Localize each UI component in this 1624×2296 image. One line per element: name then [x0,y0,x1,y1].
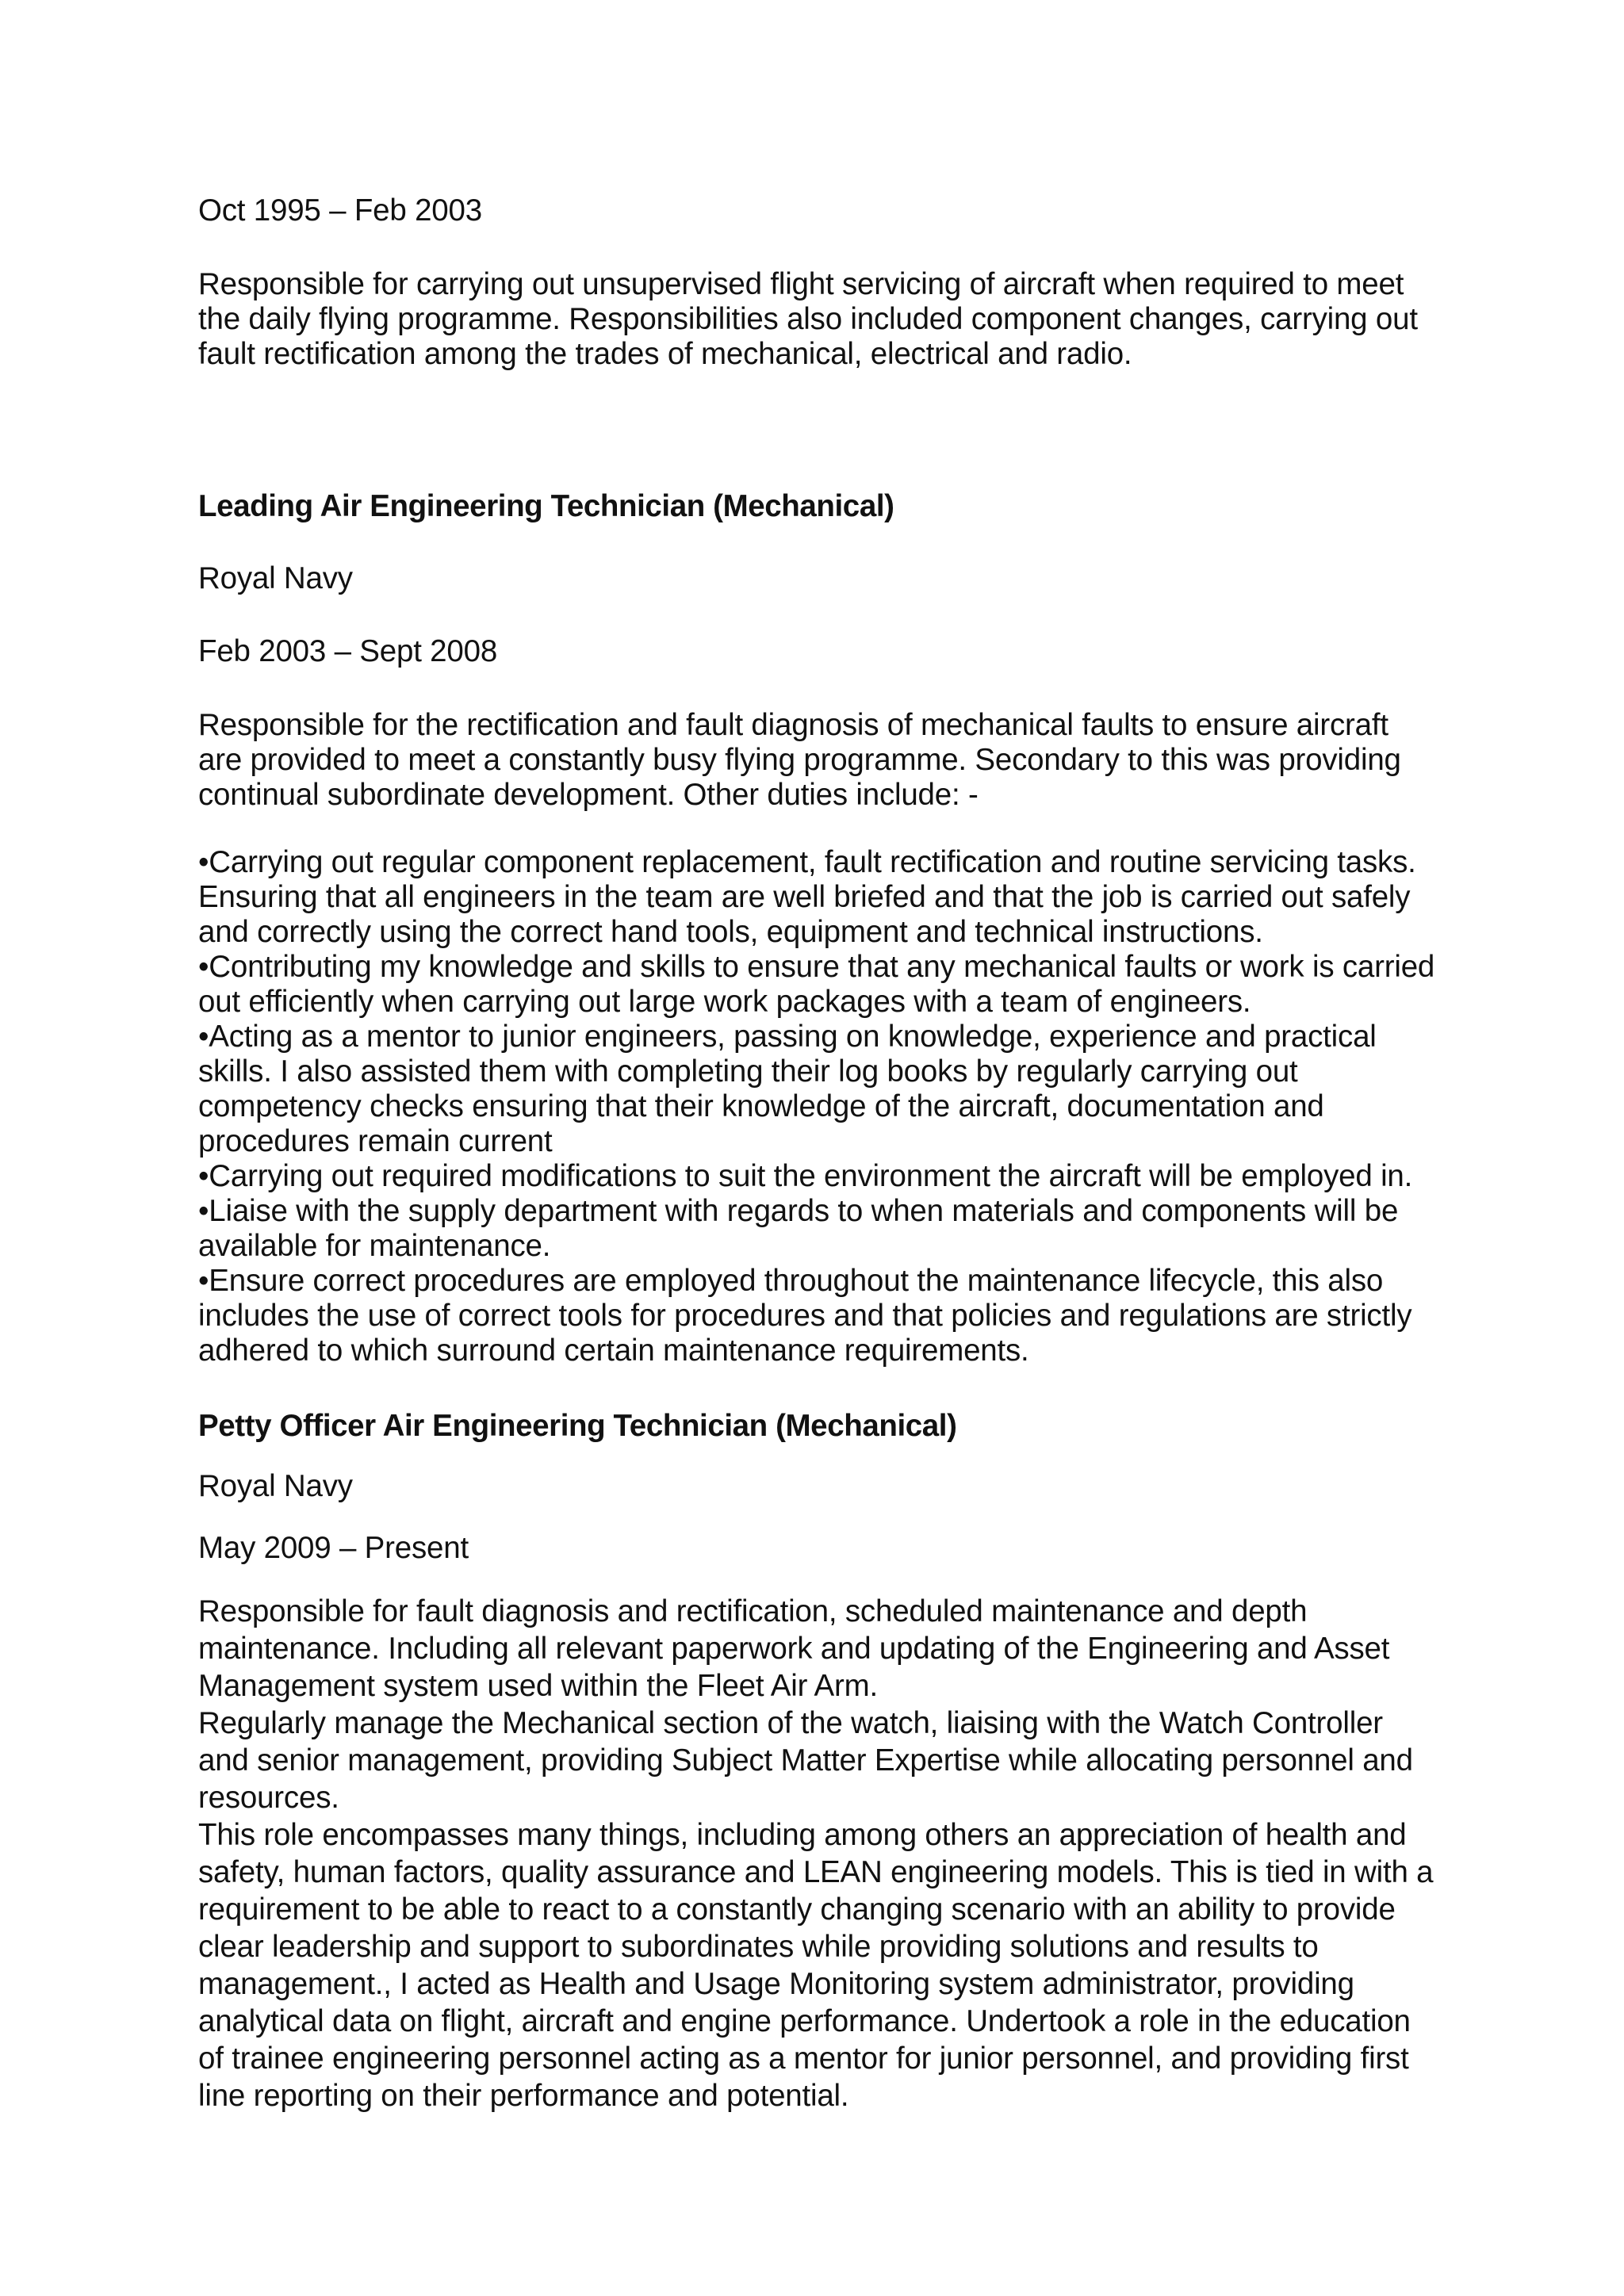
job-dates: Oct 1995 – Feb 2003 [198,193,482,228]
bullet-line: adhered to which surround certain maintenance requirements. [198,1334,1029,1368]
description-line: maintenance. Including all relevant paperwork and updating of the Engineering and Asset [198,1632,1390,1666]
description-line: Responsible for carrying out unsupervised flight servicing of aircraft when required to meet [198,267,1404,301]
bullet-line: •Acting as a mentor to junior engineers, passing on knowledge, experience and practical [198,1020,1377,1054]
bullet-line: available for maintenance. [198,1229,551,1263]
description-line: Management system used within the Fleet Air Arm. [198,1669,879,1703]
job-title: Leading Air Engineering Technician (Mechanical) [198,489,894,523]
description-line: Regularly manage the Mechanical section of the watch, liaising with the Watch Controller [198,1706,1383,1740]
bullet-line: •Carrying out regular component replacement, fault rectification and routine servicing tasks. [198,845,1416,879]
description-line: This role encompasses many things, including among others an appreciation of health and [198,1818,1407,1852]
job-title: Petty Officer Air Engineering Technician (Mechanical) [198,1409,957,1443]
job-description [198,1593,1433,2114]
description-line: safety, human factors, quality assurance and LEAN engineering models. This is tied in with a [198,1855,1434,1889]
description-line: the daily flying programme. Responsibilities also included component changes, carrying out [198,302,1418,336]
job-dates: May 2009 – Present [198,1531,469,1565]
job-description [198,708,1401,813]
description-line: clear leadership and support to subordinates while providing solutions and results to [198,1930,1319,1964]
job-description [198,267,1418,372]
description-line: continual subordinate development. Other duties include: - [198,778,979,812]
description-line: of trainee engineering personnel acting as a mentor for junior personnel, and providing first [198,2042,1409,2076]
description-line: Responsible for the rectification and fault diagnosis of mechanical faults to ensure aircraft [198,708,1388,742]
bullet-line: out efficiently when carrying out large work packages with a team of engineers. [198,985,1251,1019]
description-line: resources. [198,1781,339,1815]
bullet-line: •Carrying out required modifications to suit the environment the aircraft will be employed in. [198,1159,1413,1193]
bullet-line: includes the use of correct tools for procedures and that policies and regulations are strictly [198,1299,1412,1333]
description-line: line reporting on their performance and potential. [198,2079,849,2113]
description-line: are provided to meet a constantly busy flying programme. Secondary to this was providing [198,743,1401,777]
employer-name: Royal Navy [198,1469,353,1503]
bullet-line: competency checks ensuring that their knowledge of the aircraft, documentation and [198,1089,1324,1123]
bullet-line: skills. I also assisted them with completing their log books by regularly carrying out [198,1054,1298,1089]
bullet-line: procedures remain current [198,1124,553,1158]
bullet-line: Ensuring that all engineers in the team are well briefed and that the job is carried out safely [198,880,1411,914]
description-line: Responsible for fault diagnosis and rectification, scheduled maintenance and depth [198,1594,1308,1628]
duties-bullet-list [198,845,1434,1368]
description-line: fault rectification among the trades of mechanical, electrical and radio. [198,337,1132,371]
description-line: requirement to be able to react to a constantly changing scenario with an ability to provide [198,1892,1396,1927]
bullet-line: and correctly using the correct hand tools, equipment and technical instructions. [198,915,1263,949]
job-dates: Feb 2003 – Sept 2008 [198,634,498,668]
bullet-line: •Ensure correct procedures are employed throughout the maintenance lifecycle, this also [198,1264,1384,1298]
description-line: management., I acted as Health and Usage Monitoring system administrator, providing [198,1967,1354,2001]
bullet-line: •Liaise with the supply department with regards to when materials and components will be [198,1194,1399,1228]
description-line: and senior management, providing Subject Matter Expertise while allocating personnel and [198,1743,1413,1777]
employer-name: Royal Navy [198,561,353,595]
description-line: analytical data on flight, aircraft and engine performance. Undertook a role in the education [198,2004,1411,2038]
bullet-line: •Contributing my knowledge and skills to ensure that any mechanical faults or work is carried [198,950,1435,984]
